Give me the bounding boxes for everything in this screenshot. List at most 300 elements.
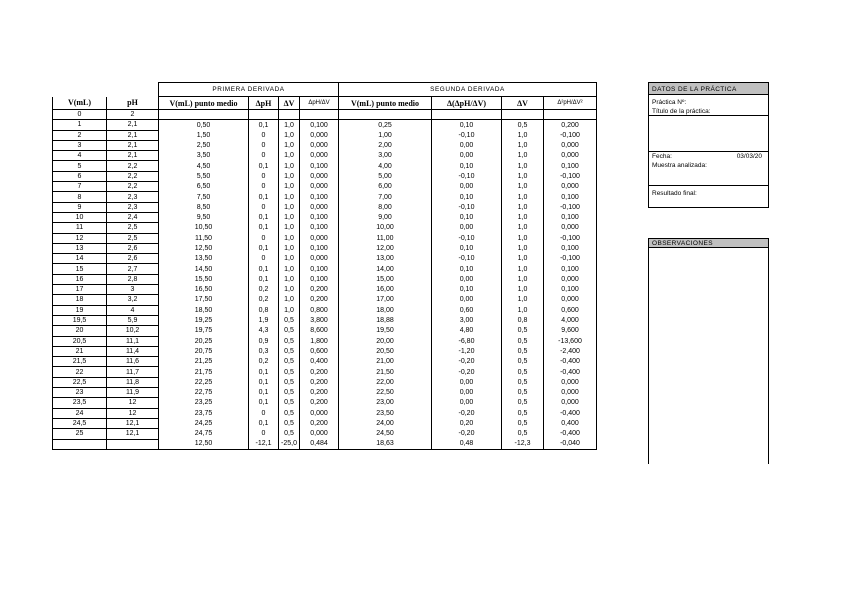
cell[interactable]: 1,0 bbox=[279, 202, 300, 212]
cell[interactable]: 0,00 bbox=[432, 140, 502, 150]
cell[interactable]: 0,5 bbox=[502, 357, 544, 367]
cell[interactable]: 0,200 bbox=[300, 388, 339, 398]
cell[interactable]: 2,5 bbox=[107, 233, 159, 243]
cell[interactable]: 10,2 bbox=[107, 326, 159, 336]
cell[interactable]: 0,100 bbox=[544, 192, 597, 202]
cell[interactable]: 1,0 bbox=[502, 182, 544, 192]
cell[interactable]: 0,1 bbox=[249, 243, 279, 253]
cell[interactable]: 0,20 bbox=[432, 418, 502, 428]
cell[interactable]: 0,5 bbox=[279, 408, 300, 418]
cell[interactable]: 0,5 bbox=[279, 346, 300, 356]
cell[interactable]: 1,0 bbox=[279, 305, 300, 315]
cell[interactable]: 11 bbox=[53, 223, 107, 233]
cell[interactable]: -0,10 bbox=[432, 171, 502, 181]
cell[interactable]: 23,25 bbox=[159, 398, 249, 408]
resultado-field[interactable]: Resultado final: bbox=[648, 186, 769, 208]
cell[interactable]: 1 bbox=[53, 120, 107, 130]
cell[interactable]: 0,000 bbox=[544, 274, 597, 284]
cell[interactable]: 0 bbox=[249, 130, 279, 140]
cell[interactable] bbox=[432, 110, 502, 120]
cell[interactable] bbox=[544, 110, 597, 120]
cell[interactable]: 2,2 bbox=[107, 171, 159, 181]
cell[interactable]: 8 bbox=[53, 192, 107, 202]
cell[interactable]: 8,50 bbox=[159, 202, 249, 212]
cell[interactable]: 4,000 bbox=[544, 315, 597, 325]
cell[interactable]: 1,0 bbox=[502, 171, 544, 181]
cell[interactable]: 0,000 bbox=[544, 295, 597, 305]
cell[interactable]: 0,000 bbox=[544, 223, 597, 233]
cell[interactable]: 22 bbox=[53, 367, 107, 377]
cell[interactable]: 2,1 bbox=[107, 151, 159, 161]
cell[interactable]: 24 bbox=[53, 408, 107, 418]
cell[interactable]: 1,50 bbox=[159, 130, 249, 140]
cell[interactable]: 0,5 bbox=[279, 377, 300, 387]
cell[interactable]: 20,25 bbox=[159, 336, 249, 346]
cell[interactable]: 17,50 bbox=[159, 295, 249, 305]
cell[interactable]: 24,50 bbox=[339, 429, 432, 439]
cell[interactable]: 21,25 bbox=[159, 357, 249, 367]
cell[interactable]: 19,75 bbox=[159, 326, 249, 336]
cell[interactable]: -0,10 bbox=[432, 254, 502, 264]
cell[interactable]: 0,400 bbox=[544, 418, 597, 428]
cell[interactable]: 23 bbox=[53, 388, 107, 398]
cell[interactable]: 0 bbox=[249, 254, 279, 264]
cell[interactable]: 2,6 bbox=[107, 243, 159, 253]
cell[interactable]: 0,100 bbox=[300, 120, 339, 130]
fecha-field[interactable] bbox=[648, 152, 769, 161]
cell[interactable]: 0,000 bbox=[300, 254, 339, 264]
cell[interactable]: -0,10 bbox=[432, 202, 502, 212]
cell[interactable]: 14,50 bbox=[159, 264, 249, 274]
cell[interactable]: 0,00 bbox=[432, 274, 502, 284]
cell[interactable]: 0,5 bbox=[279, 398, 300, 408]
cell[interactable]: 0,200 bbox=[300, 367, 339, 377]
cell[interactable]: 1,0 bbox=[279, 140, 300, 150]
practica-field[interactable]: Práctica Nº: bbox=[648, 95, 769, 107]
cell[interactable]: 1,0 bbox=[502, 264, 544, 274]
cell[interactable]: 15 bbox=[53, 264, 107, 274]
cell[interactable]: 12,50 bbox=[159, 439, 249, 449]
cell[interactable]: 0,48 bbox=[432, 439, 502, 449]
cell[interactable]: 1,0 bbox=[279, 171, 300, 181]
cell[interactable]: 0,1 bbox=[249, 264, 279, 274]
observaciones-area[interactable] bbox=[648, 248, 769, 464]
cell[interactable]: 2,3 bbox=[107, 192, 159, 202]
cell[interactable]: 4,50 bbox=[159, 161, 249, 171]
cell[interactable]: 5,9 bbox=[107, 315, 159, 325]
cell[interactable]: 0,000 bbox=[300, 130, 339, 140]
cell[interactable]: -0,040 bbox=[544, 439, 597, 449]
cell[interactable]: -0,400 bbox=[544, 408, 597, 418]
cell[interactable]: 2,5 bbox=[107, 223, 159, 233]
cell[interactable]: -0,20 bbox=[432, 429, 502, 439]
cell[interactable]: 1,0 bbox=[502, 295, 544, 305]
cell[interactable]: 5 bbox=[53, 161, 107, 171]
cell[interactable]: 2,2 bbox=[107, 161, 159, 171]
cell[interactable]: 0,100 bbox=[544, 285, 597, 295]
cell[interactable]: -0,100 bbox=[544, 171, 597, 181]
cell[interactable]: 0,1 bbox=[249, 223, 279, 233]
cell[interactable]: 0,9 bbox=[249, 336, 279, 346]
cell[interactable]: 18,50 bbox=[159, 305, 249, 315]
cell[interactable]: 0,600 bbox=[544, 305, 597, 315]
cell[interactable]: 0,1 bbox=[249, 418, 279, 428]
cell[interactable]: 1,0 bbox=[502, 202, 544, 212]
cell[interactable]: 0 bbox=[249, 151, 279, 161]
cell[interactable]: -0,20 bbox=[432, 367, 502, 377]
cell[interactable]: 1,0 bbox=[279, 192, 300, 202]
cell[interactable]: 0,100 bbox=[300, 264, 339, 274]
cell[interactable]: -25,0 bbox=[279, 439, 300, 449]
cell[interactable]: 0,100 bbox=[300, 192, 339, 202]
cell[interactable]: 0,000 bbox=[544, 151, 597, 161]
cell[interactable]: 2,4 bbox=[107, 212, 159, 222]
cell[interactable]: 1,0 bbox=[502, 305, 544, 315]
cell[interactable]: 1,0 bbox=[502, 140, 544, 150]
cell[interactable]: 22,5 bbox=[53, 377, 107, 387]
cell[interactable]: 21,50 bbox=[339, 367, 432, 377]
cell[interactable]: 0,5 bbox=[279, 315, 300, 325]
cell[interactable]: 0 bbox=[249, 233, 279, 243]
cell[interactable]: 0,5 bbox=[502, 336, 544, 346]
cell[interactable]: 12 bbox=[53, 233, 107, 243]
cell[interactable]: 0,1 bbox=[249, 388, 279, 398]
cell[interactable]: 0,00 bbox=[432, 388, 502, 398]
cell[interactable]: -1,20 bbox=[432, 346, 502, 356]
cell[interactable]: 10,00 bbox=[339, 223, 432, 233]
cell[interactable]: 3 bbox=[53, 140, 107, 150]
cell[interactable]: 0,5 bbox=[279, 336, 300, 346]
cell[interactable]: 1,0 bbox=[279, 243, 300, 253]
cell[interactable]: 2,8 bbox=[107, 274, 159, 284]
cell[interactable]: 5,00 bbox=[339, 171, 432, 181]
cell[interactable]: -12,1 bbox=[249, 439, 279, 449]
cell[interactable]: 1,0 bbox=[279, 264, 300, 274]
cell[interactable]: 0,000 bbox=[544, 182, 597, 192]
cell[interactable]: 0,5 bbox=[502, 120, 544, 130]
cell[interactable]: 0,100 bbox=[544, 243, 597, 253]
cell[interactable] bbox=[107, 439, 159, 449]
cell[interactable]: 7,00 bbox=[339, 192, 432, 202]
cell[interactable]: 3,800 bbox=[300, 315, 339, 325]
cell[interactable]: 0,5 bbox=[279, 357, 300, 367]
cell[interactable]: 18,00 bbox=[339, 305, 432, 315]
cell[interactable]: 0,1 bbox=[249, 192, 279, 202]
cell[interactable]: 22,50 bbox=[339, 388, 432, 398]
cell[interactable]: 1,0 bbox=[502, 161, 544, 171]
cell[interactable]: 21 bbox=[53, 346, 107, 356]
cell[interactable]: 22,00 bbox=[339, 377, 432, 387]
cell[interactable]: 13,00 bbox=[339, 254, 432, 264]
cell[interactable]: 2,00 bbox=[339, 140, 432, 150]
cell[interactable]: 0,00 bbox=[432, 151, 502, 161]
cell[interactable]: 0,5 bbox=[279, 429, 300, 439]
cell[interactable]: -2,400 bbox=[544, 346, 597, 356]
cell[interactable]: -0,100 bbox=[544, 233, 597, 243]
cell[interactable]: 6 bbox=[53, 171, 107, 181]
cell[interactable]: -0,100 bbox=[544, 202, 597, 212]
cell[interactable]: 0,000 bbox=[300, 151, 339, 161]
cell[interactable]: 0,000 bbox=[300, 408, 339, 418]
cell[interactable]: 0,5 bbox=[502, 408, 544, 418]
cell[interactable]: 0,484 bbox=[300, 439, 339, 449]
cell[interactable]: 0,000 bbox=[300, 182, 339, 192]
cell[interactable] bbox=[53, 439, 107, 449]
cell[interactable]: 19,50 bbox=[339, 326, 432, 336]
cell[interactable]: 7,50 bbox=[159, 192, 249, 202]
cell[interactable]: 0 bbox=[53, 110, 107, 120]
cell[interactable]: 19,5 bbox=[53, 315, 107, 325]
cell[interactable]: 1,0 bbox=[502, 192, 544, 202]
cell[interactable]: 11,4 bbox=[107, 346, 159, 356]
cell[interactable]: -6,80 bbox=[432, 336, 502, 346]
cell[interactable]: 0,000 bbox=[300, 202, 339, 212]
cell[interactable]: 4,80 bbox=[432, 326, 502, 336]
cell[interactable]: 0,10 bbox=[432, 243, 502, 253]
cell[interactable]: 0,1 bbox=[249, 120, 279, 130]
cell[interactable]: 4,00 bbox=[339, 161, 432, 171]
cell[interactable]: -13,600 bbox=[544, 336, 597, 346]
cell[interactable] bbox=[339, 110, 432, 120]
cell[interactable]: 0,3 bbox=[249, 346, 279, 356]
cell[interactable]: 25 bbox=[53, 429, 107, 439]
cell[interactable]: 15,50 bbox=[159, 274, 249, 284]
cell[interactable]: 0,10 bbox=[432, 264, 502, 274]
cell[interactable]: 0,5 bbox=[279, 388, 300, 398]
cell[interactable]: 20,5 bbox=[53, 336, 107, 346]
cell[interactable]: 0,100 bbox=[544, 161, 597, 171]
cell[interactable]: 9,600 bbox=[544, 326, 597, 336]
cell[interactable]: 12,1 bbox=[107, 429, 159, 439]
cell[interactable]: 0,00 bbox=[432, 295, 502, 305]
cell[interactable]: -0,400 bbox=[544, 429, 597, 439]
cell[interactable]: 23,75 bbox=[159, 408, 249, 418]
titulo-value[interactable] bbox=[648, 116, 769, 152]
cell[interactable]: 11,9 bbox=[107, 388, 159, 398]
cell[interactable]: 0,1 bbox=[249, 161, 279, 171]
cell[interactable]: 15,00 bbox=[339, 274, 432, 284]
cell[interactable]: 23,5 bbox=[53, 398, 107, 408]
cell[interactable]: 19 bbox=[53, 305, 107, 315]
cell[interactable]: 9,00 bbox=[339, 212, 432, 222]
cell[interactable]: 1,0 bbox=[279, 212, 300, 222]
cell[interactable] bbox=[159, 110, 249, 120]
cell[interactable]: 0 bbox=[249, 408, 279, 418]
cell[interactable]: 4 bbox=[53, 151, 107, 161]
cell[interactable]: 1,00 bbox=[339, 130, 432, 140]
cell[interactable]: 21,00 bbox=[339, 357, 432, 367]
cell[interactable]: -0,100 bbox=[544, 130, 597, 140]
cell[interactable]: 1,0 bbox=[279, 285, 300, 295]
cell[interactable]: 10 bbox=[53, 212, 107, 222]
cell[interactable]: 0,000 bbox=[544, 377, 597, 387]
cell[interactable]: 0,100 bbox=[300, 243, 339, 253]
cell[interactable]: 11,6 bbox=[107, 357, 159, 367]
cell[interactable]: 11,1 bbox=[107, 336, 159, 346]
cell[interactable]: 9,50 bbox=[159, 212, 249, 222]
cell[interactable]: 24,25 bbox=[159, 418, 249, 428]
cell[interactable]: 0 bbox=[249, 429, 279, 439]
cell[interactable]: 6,50 bbox=[159, 182, 249, 192]
cell[interactable]: 1,0 bbox=[279, 151, 300, 161]
cell[interactable]: 6,00 bbox=[339, 182, 432, 192]
cell[interactable]: 9 bbox=[53, 202, 107, 212]
cell[interactable]: 3,00 bbox=[432, 315, 502, 325]
cell[interactable]: 0,00 bbox=[432, 182, 502, 192]
cell[interactable]: 0,60 bbox=[432, 305, 502, 315]
cell[interactable]: 0,100 bbox=[300, 212, 339, 222]
cell[interactable]: 0 bbox=[249, 171, 279, 181]
cell[interactable]: 0,2 bbox=[249, 295, 279, 305]
cell[interactable] bbox=[279, 110, 300, 120]
cell[interactable]: 1,0 bbox=[279, 223, 300, 233]
cell[interactable]: 10,50 bbox=[159, 223, 249, 233]
cell[interactable]: 18,63 bbox=[339, 439, 432, 449]
cell[interactable]: 0,000 bbox=[300, 140, 339, 150]
cell[interactable]: 17,00 bbox=[339, 295, 432, 305]
cell[interactable]: 0,600 bbox=[300, 346, 339, 356]
cell[interactable]: 0,1 bbox=[249, 398, 279, 408]
cell[interactable]: 3,50 bbox=[159, 151, 249, 161]
cell[interactable]: 4,3 bbox=[249, 326, 279, 336]
cell[interactable]: 0,5 bbox=[502, 367, 544, 377]
cell[interactable]: 0,000 bbox=[300, 233, 339, 243]
cell[interactable]: 0,100 bbox=[300, 223, 339, 233]
cell[interactable]: 0,5 bbox=[279, 367, 300, 377]
cell[interactable]: 21,5 bbox=[53, 357, 107, 367]
cell[interactable]: 0,5 bbox=[502, 398, 544, 408]
cell[interactable]: 1,0 bbox=[502, 223, 544, 233]
cell[interactable]: 2,1 bbox=[107, 140, 159, 150]
cell[interactable]: 0,10 bbox=[432, 212, 502, 222]
cell[interactable]: 8,00 bbox=[339, 202, 432, 212]
cell[interactable]: 1,0 bbox=[502, 212, 544, 222]
cell[interactable]: 13 bbox=[53, 243, 107, 253]
cell[interactable]: 0,5 bbox=[502, 346, 544, 356]
cell[interactable]: 1,0 bbox=[279, 233, 300, 243]
cell[interactable]: -0,20 bbox=[432, 357, 502, 367]
cell[interactable]: 2,1 bbox=[107, 130, 159, 140]
cell[interactable]: 0,10 bbox=[432, 161, 502, 171]
cell[interactable]: 20,75 bbox=[159, 346, 249, 356]
cell[interactable]: -12,3 bbox=[502, 439, 544, 449]
cell[interactable]: 12 bbox=[107, 398, 159, 408]
cell[interactable]: 2,3 bbox=[107, 202, 159, 212]
cell[interactable]: 23,00 bbox=[339, 398, 432, 408]
cell[interactable]: 0,00 bbox=[432, 377, 502, 387]
cell[interactable]: 0,1 bbox=[249, 212, 279, 222]
cell[interactable]: 23,50 bbox=[339, 408, 432, 418]
cell[interactable]: 1,0 bbox=[502, 130, 544, 140]
cell[interactable]: 2 bbox=[53, 130, 107, 140]
cell[interactable]: 0 bbox=[249, 140, 279, 150]
cell[interactable]: 1,0 bbox=[279, 130, 300, 140]
cell[interactable]: 1,0 bbox=[502, 285, 544, 295]
cell[interactable]: 3,00 bbox=[339, 151, 432, 161]
cell[interactable]: 0,00 bbox=[432, 223, 502, 233]
cell[interactable]: 0,200 bbox=[300, 398, 339, 408]
cell[interactable]: 3 bbox=[107, 285, 159, 295]
cell[interactable]: 0,50 bbox=[159, 120, 249, 130]
cell[interactable]: 0,100 bbox=[300, 274, 339, 284]
cell[interactable]: 0,200 bbox=[544, 120, 597, 130]
cell[interactable]: 0,100 bbox=[544, 212, 597, 222]
cell[interactable]: 0 bbox=[249, 202, 279, 212]
cell[interactable]: 24,75 bbox=[159, 429, 249, 439]
muestra-field[interactable]: Muestra analizada: bbox=[648, 161, 769, 186]
cell[interactable]: 0,5 bbox=[502, 388, 544, 398]
cell[interactable]: 1,0 bbox=[279, 295, 300, 305]
cell[interactable]: 16,00 bbox=[339, 285, 432, 295]
cell[interactable]: 20,50 bbox=[339, 346, 432, 356]
cell[interactable]: 0,200 bbox=[300, 285, 339, 295]
cell[interactable]: 11,8 bbox=[107, 377, 159, 387]
cell[interactable]: 0,5 bbox=[502, 377, 544, 387]
cell[interactable]: 0,100 bbox=[544, 264, 597, 274]
cell[interactable]: 1,0 bbox=[502, 243, 544, 253]
cell[interactable]: 1,0 bbox=[279, 254, 300, 264]
cell[interactable]: 14 bbox=[53, 254, 107, 264]
cell[interactable]: 11,50 bbox=[159, 233, 249, 243]
cell[interactable]: -0,400 bbox=[544, 357, 597, 367]
cell[interactable]: 21,75 bbox=[159, 367, 249, 377]
cell[interactable]: 1,0 bbox=[279, 120, 300, 130]
cell[interactable]: 1,0 bbox=[502, 151, 544, 161]
cell[interactable]: 0,1 bbox=[249, 274, 279, 284]
cell[interactable]: 0,200 bbox=[300, 295, 339, 305]
cell[interactable]: 24,5 bbox=[53, 418, 107, 428]
cell[interactable]: 0,5 bbox=[502, 326, 544, 336]
cell[interactable]: 0,1 bbox=[249, 367, 279, 377]
cell[interactable]: 0,100 bbox=[300, 161, 339, 171]
cell[interactable]: 1,0 bbox=[279, 182, 300, 192]
cell[interactable]: 0,5 bbox=[502, 429, 544, 439]
titulo-field[interactable]: Título de la práctica: bbox=[648, 107, 769, 116]
cell[interactable]: 20 bbox=[53, 326, 107, 336]
cell[interactable]: 5,50 bbox=[159, 171, 249, 181]
cell[interactable]: 1,800 bbox=[300, 336, 339, 346]
cell[interactable]: 0,200 bbox=[300, 418, 339, 428]
cell[interactable]: -0,20 bbox=[432, 408, 502, 418]
cell[interactable]: 14,00 bbox=[339, 264, 432, 274]
cell[interactable]: 2,7 bbox=[107, 264, 159, 274]
cell[interactable]: 8,600 bbox=[300, 326, 339, 336]
cell[interactable]: 12,50 bbox=[159, 243, 249, 253]
cell[interactable]: 22,75 bbox=[159, 388, 249, 398]
cell[interactable]: -0,400 bbox=[544, 367, 597, 377]
cell[interactable]: 0,000 bbox=[544, 140, 597, 150]
cell[interactable]: 0,1 bbox=[249, 377, 279, 387]
cell[interactable]: 1,0 bbox=[502, 254, 544, 264]
cell[interactable]: 0,5 bbox=[502, 418, 544, 428]
cell[interactable]: 0,2 bbox=[249, 357, 279, 367]
cell[interactable]: 0,200 bbox=[300, 377, 339, 387]
cell[interactable]: 0,5 bbox=[279, 326, 300, 336]
cell[interactable]: 0,10 bbox=[432, 285, 502, 295]
cell[interactable]: 20,00 bbox=[339, 336, 432, 346]
cell[interactable]: 2 bbox=[107, 110, 159, 120]
cell[interactable]: 2,1 bbox=[107, 120, 159, 130]
cell[interactable]: 18 bbox=[53, 295, 107, 305]
cell[interactable] bbox=[502, 110, 544, 120]
cell[interactable]: 12,1 bbox=[107, 418, 159, 428]
cell[interactable]: 0,000 bbox=[300, 171, 339, 181]
cell[interactable]: 1,0 bbox=[502, 233, 544, 243]
cell[interactable]: 0,25 bbox=[339, 120, 432, 130]
cell[interactable]: 2,2 bbox=[107, 182, 159, 192]
cell[interactable]: 12,00 bbox=[339, 243, 432, 253]
cell[interactable]: 2,50 bbox=[159, 140, 249, 150]
